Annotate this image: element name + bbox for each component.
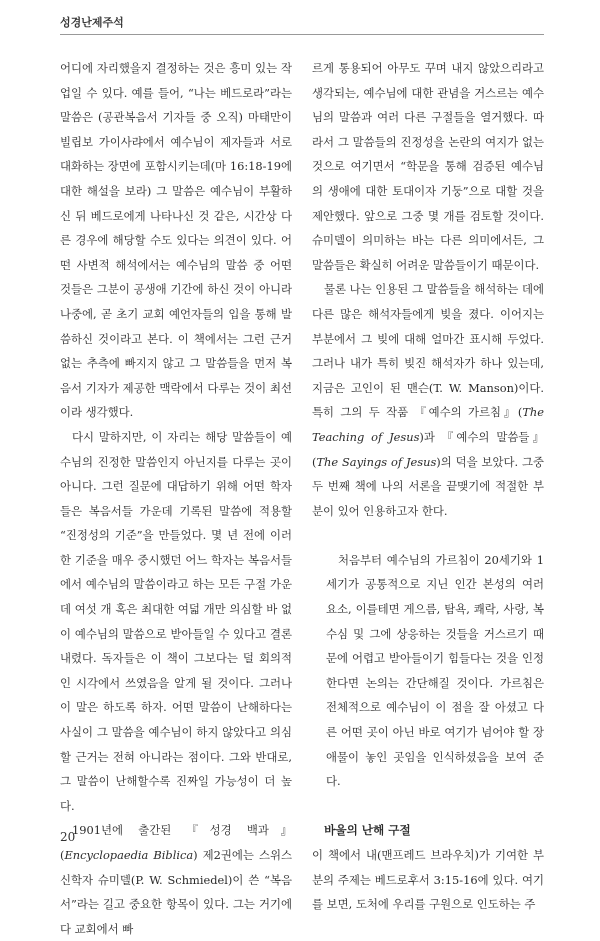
right-paragraph-2 (312, 277, 544, 523)
left-column (60, 56, 292, 941)
block-quote: 처음부터 예수님의 가르침이 20세기와 1세기가 공통적으로 지닌 인간 본성의 여러 요소, 이를테면 게으름, 탐욕, 쾌락, 사랑, 복수심 및 그에 상응하는 것들을 거스르기 때문에 어렵고 받아들이기 힘들다는 것을 인정한다면 논의는 간단해질 것이다. 가르침은 전체적으로 예수님이 이 점을 잘 아셨고 다른 어떤 곳이 아닌 바로 여기가 넘어야 할 장애물이 놓인 곳임을 인식하셨음을 보여 준다. (326, 552, 544, 789)
spacer (312, 794, 544, 819)
p2-text-a: 물론 나는 인용된 그 말씀들을 해석하는 데에 다른 많은 해석자들에게 빚을 졌다. 이어지는 부분에서 그 빚에 대해 얼마간 표시해 두었다. 그러나 내가 특히 빚진 해석자가 하나 있는데, 지금은 고인이 된 맨슨(T. W. Manson)이다. 특히 그의 두 작품 『예수의 가르침』( (312, 282, 544, 420)
sayings-of-jesus-title: The Sayings of Jesus (316, 454, 437, 469)
left-paragraph-3 (60, 818, 292, 941)
right-column (312, 56, 544, 917)
section-subheading: 바울의 난해 구절 (324, 823, 411, 838)
page-number: 20 (60, 830, 76, 844)
spacer (312, 523, 544, 548)
left-paragraph-2: 다시 말하지만, 이 자리는 해당 말씀들이 예수님의 진정한 말씀인지 아닌지를 다루는 곳이 아니다. 그런 질문에 대답하기 위해 어떤 학자들은 복음서들 가운데 기록된 말씀에 적용할 “진정성의 기준”을 만들었다. 몇 년 전에 이러한 기준을 매우 중시했던 어느 학자는 복음서들에서 예수님의 말씀이라고 하는 모든 구절 가운데 여섯 개 혹은 최대한 여덟 개만 의심할 바 없이 예수님의 말씀으로 받아들일 수 있다고 결론 내렸다. 독자들은 이 책이 그보다는 덜 회의적인 시각에서 쓰였음을 알게 될 것이다. 그러나 이 말은 하도록 하자. 어떤 말씀이 난해하다는 사실이 그 말씀을 예수님이 하지 않았다고 의심할 근거는 전혀 아니라는 점이다. 그와 반대로, 그 말씀이 난해할수록 진짜일 가능성이 더 높다. (60, 429, 292, 813)
header-divider (60, 34, 544, 35)
p2-text-b: )과 『예수의 말씀들』( (312, 429, 544, 469)
encyclopaedia-title: Encyclopaedia Biblica (64, 848, 194, 862)
left-paragraph-1: 어디에 자리했을지 결정하는 것은 흥미 있는 작업일 수 있다. 예를 들어, “나는 베드로라”라는 말씀은 (공관복음서 기자들 중 오직) 마태만이 빌립보 가이사랴에서 예수님이 제자들과 서로 대화하는 장면에 포함시키는데(마 16:18-19에 대한 해설을 보라) 그 말씀은 예수님이 부활하신 뒤 베드로에게 나타나신 것 같은, 시간상 다른 경우에 해당할 수도 있다는 의견이 있다. 어떤 사변적 해석에서는 예수님의 말씀 중 어떤 것들은 그분이 공생애 기간에 하신 것이 아니라 나중에, 곧 초기 교회 예언자들의 입을 통해 발씀하신 것이라고 본다. 이 책에서는 그런 근거 없는 추측에 빠지지 않고 그 말씀들을 먼저 복음서 기자가 제공한 맥락에서 다루는 것이 최선이라 생각했다. (60, 61, 292, 420)
running-header: 성경난제주석 (60, 16, 124, 29)
p3-text-a: 1901년에 출간된 『성경 백과』( (60, 823, 292, 862)
p2-text-c: )의 덕을 보았다. 그중 두 번째 책에 나의 서론을 끝맺기에 적절한 부분이 있어 인용하고자 한다. (312, 454, 544, 518)
teaching-of-jesus-title: The Teaching of Jesus (312, 405, 544, 444)
right-paragraph-1: 르게 통용되어 아무도 꾸며 내지 않았으리라고 생각되는, 예수님에 대한 관념을 거스르는 예수님의 말씀과 여러 다른 구절들을 열거했다. 따라서 그 말씀들의 진정성을 논란의 여지가 없는 것으로 여기면서 “학문을 통해 검증된 예수님의 생애에 대한 토대이자 기둥”으로 대할 것을 제안했다. 앞으로 그중 몇 개를 검토할 것이다. 슈미델이 의미하는 바는 다른 의미에서든, 그 말씀들은 확실히 어려운 말씀들이기 때문이다. (312, 61, 544, 272)
right-paragraph-3: 이 책에서 내(맨프레드 브라우치)가 기여한 부분의 주제는 베드로후서 3:15-16에 있다. 여기를 보면, 도처에 우리를 구원으로 인도하는 주 (312, 848, 544, 912)
p3-text-b: ) 제2권에는 스위스 신학자 슈미델(P. W. Schmiedel)이 쓴 “복음서”라는 길고 중요한 항목이 있다. 그는 거기에다 교회에서 빠 (60, 848, 292, 936)
